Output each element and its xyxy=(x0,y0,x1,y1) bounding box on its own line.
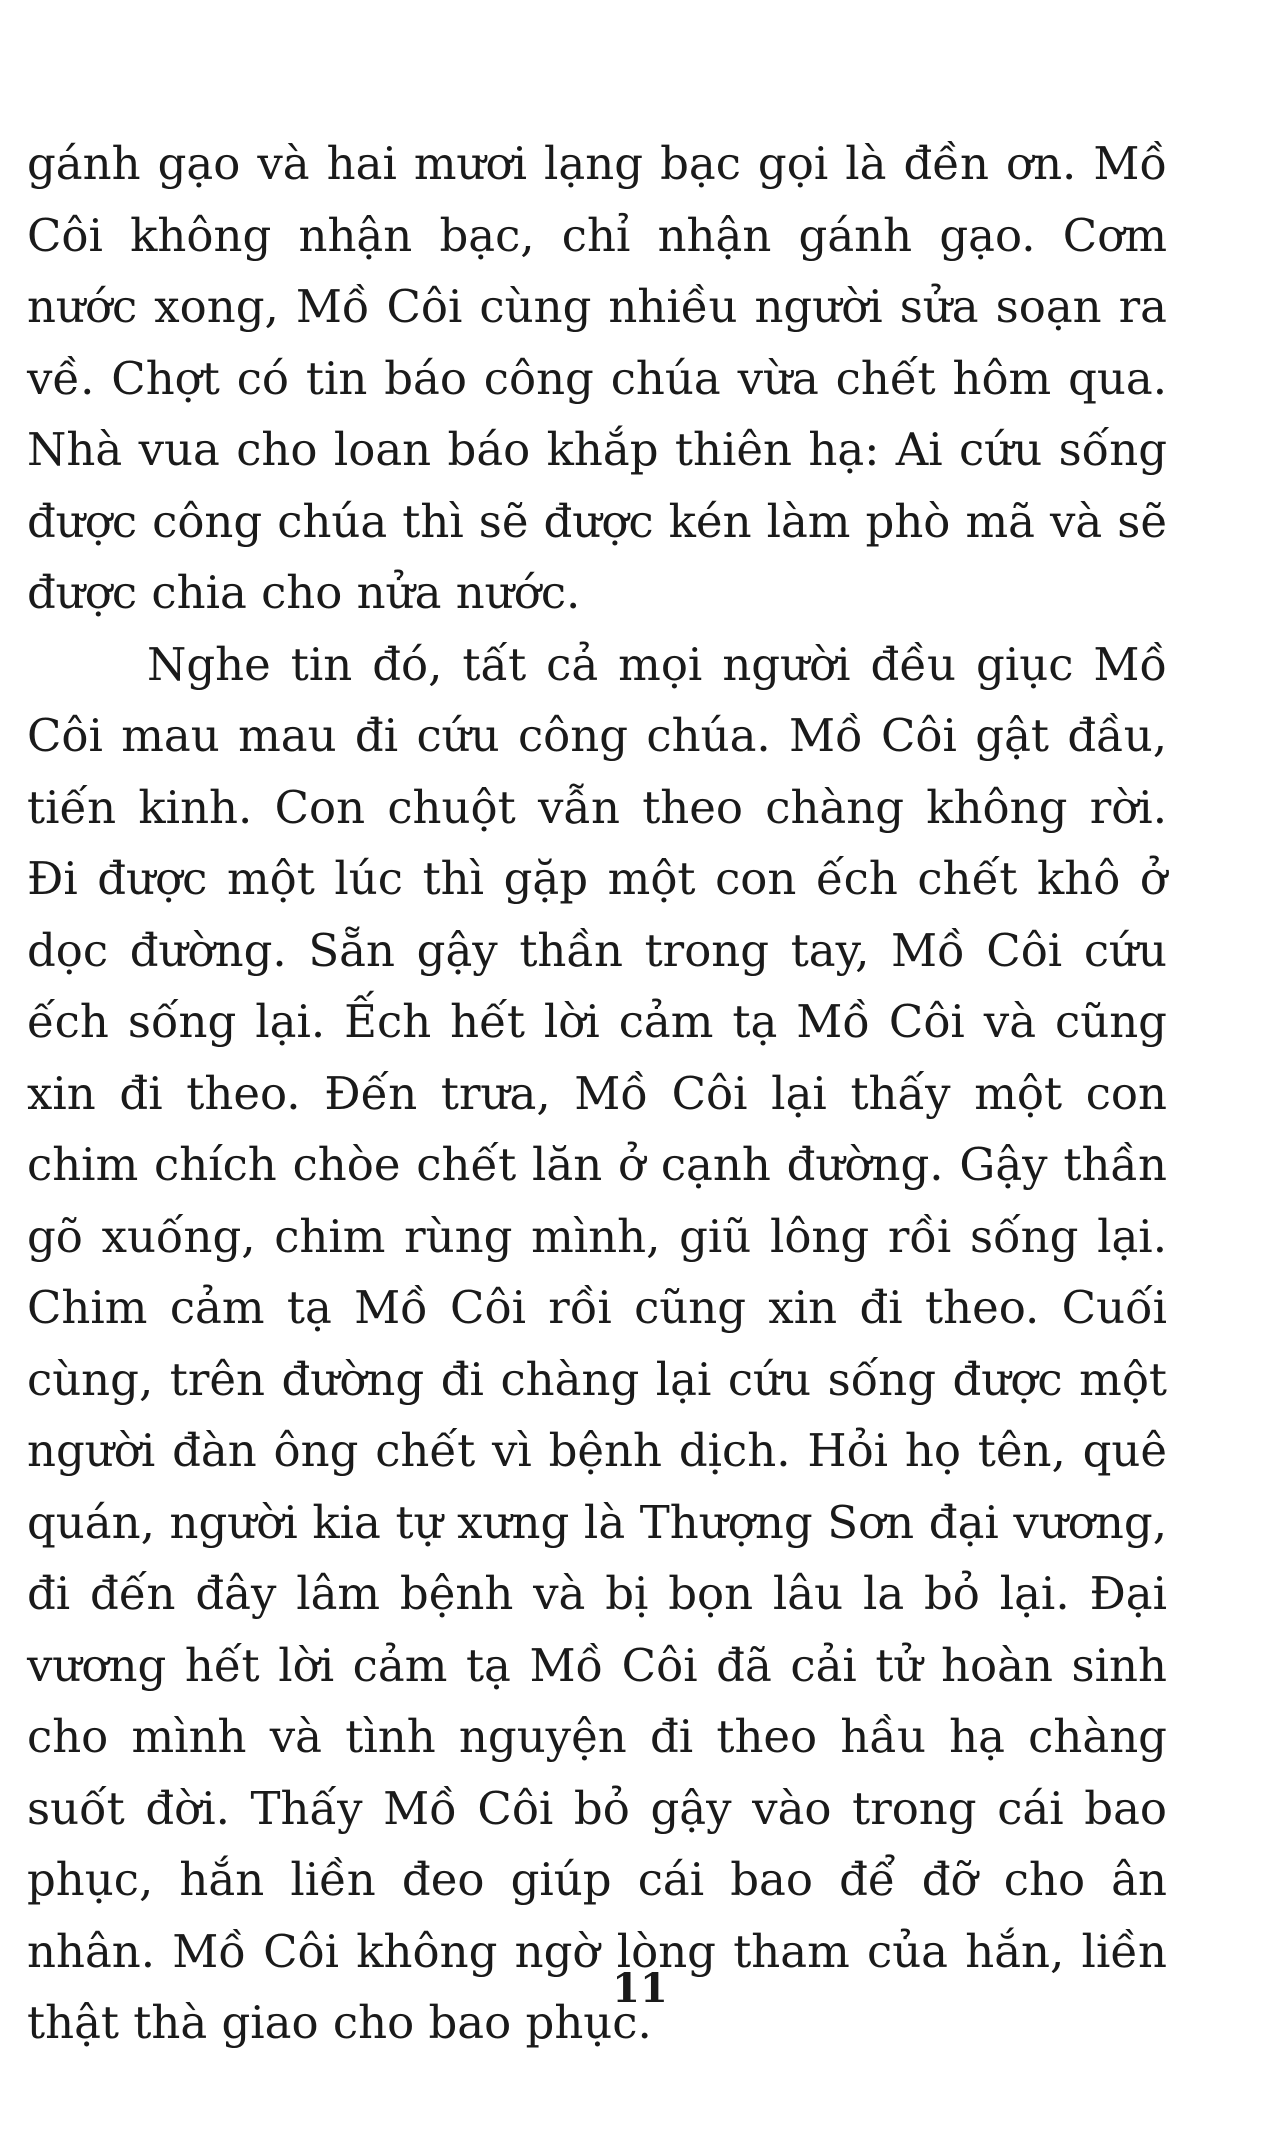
paragraph-2: Nghe tin đó, tất cả mọi người đều giục Mồ Côi mau mau đi cứu công chúa. Mồ Côi gật đầu, tiến kinh. Con chuột vẫn theo chàng không rời. Đi được một lúc thì gặp một con ếch chết khô ở dọc đường. Sẵn gậy thần trong tay, Mồ Côi cứu ếch sống lại. Ếch hết lời cảm tạ Mồ Côi và cũng xin đi theo. Đến trưa, Mồ Côi lại thấy một con chim chích chòe chết lăn ở cạnh đường. Gậy thần gõ xuống, chim rùng mình, giũ lông rồi sống lại. Chim cảm tạ Mồ Côi rồi cũng xin đi theo. Cuối cùng, trên đường đi chàng lại cứu sống được một người đàn ông chết vì bệnh dịch. Hỏi họ tên, quê quán, người kia tự xưng là Thượng Sơn đại vương, đi đến đây lâm bệnh và bị bọn lâu la bỏ lại. Đại vương hết lời cảm tạ Mồ Côi đã cải tử hoàn sinh cho mình và tình nguyện đi theo hầu hạ chàng suốt đời. Thấy Mồ Côi bỏ gậy vào trong cái bao phục, hắn liền đeo giúp cái bao để đỡ cho ân nhân. Mồ Côi không ngờ lòng tham của hắn, liền thật thà giao cho bao phục. xyxy=(27,637,1167,2049)
page-number: 11 xyxy=(612,1965,668,2012)
paragraph-1: gánh gạo và hai mươi lạng bạc gọi là đền ơn. Mồ Côi không nhận bạc, chỉ nhận gánh gạo. Cơm nước xong, Mồ Côi cùng nhiều người sửa soạn ra về. Chợt có tin báo công chúa vừa chết hôm qua. Nhà vua cho loan báo khắp thiên hạ: Ai cứu sống được công chúa thì sẽ được kén làm phò mã và sẽ được chia cho nửa nước. xyxy=(27,137,1167,619)
body-text xyxy=(27,128,1167,2059)
